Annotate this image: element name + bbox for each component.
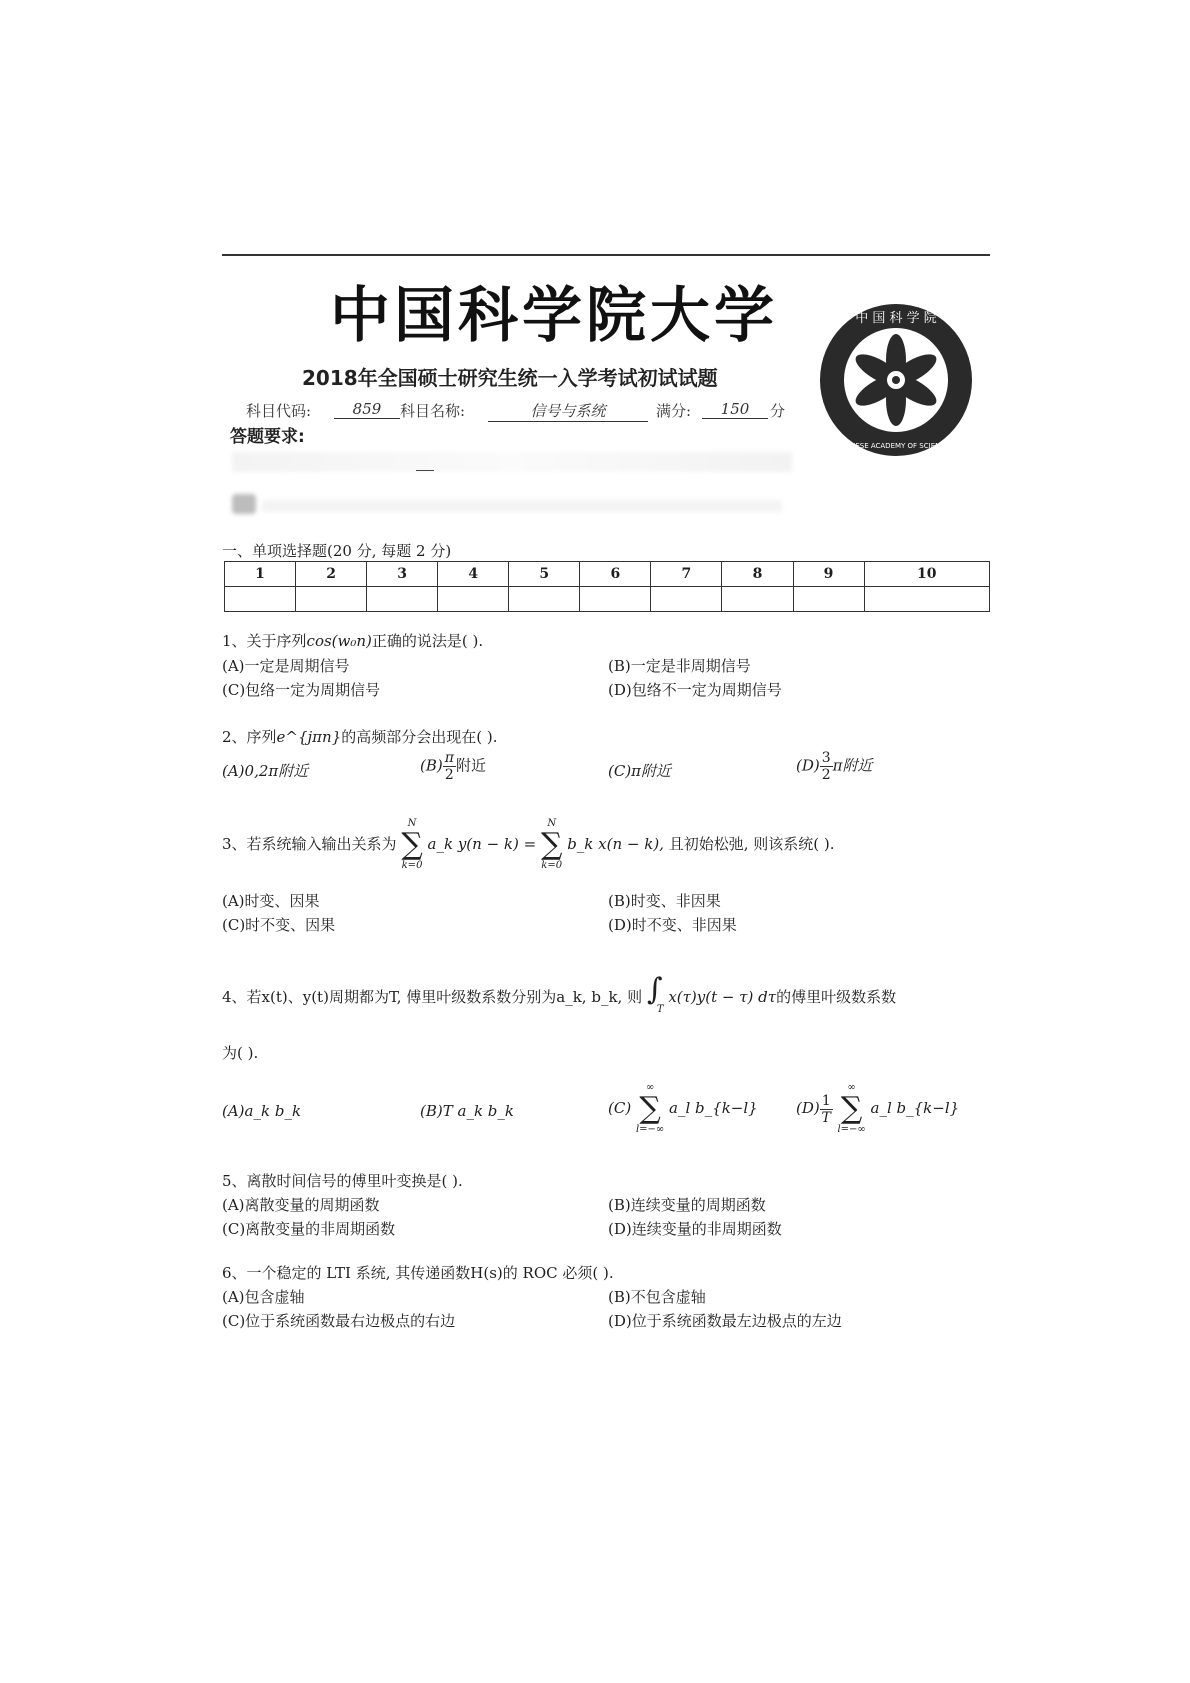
answer-col-5: 5 [509,562,580,587]
answer-table [224,561,990,612]
section-title: 一、单项选择题(20 分, 每题 2 分) [222,542,452,560]
question-2-stem: 2、序列e^{jπn}的高频部分会出现在( ). [222,728,498,746]
question-4-stem-cont: 为( ). [222,1044,259,1062]
answer-cell[interactable] [722,587,793,612]
answer-col-2: 2 [296,562,367,587]
q3-option-a: (A)时变、因果 [222,892,320,910]
answer-col-7: 7 [651,562,722,587]
answer-cell[interactable] [793,587,864,612]
answer-col-9: 9 [793,562,864,587]
q1-option-b: (B)一定是非周期信号 [608,657,751,675]
answer-col-10: 10 [864,562,989,587]
q2-option-b: (B) $\frac{\pi}{2}$ 附近 [420,750,486,783]
answer-cell[interactable] [509,587,580,612]
question-1-stem: 1、关于序列cos(w₀n)正确的说法是( ). [222,632,484,650]
subject-code-label: 科目代码: [246,402,312,420]
full-score-unit: 分 [770,402,786,420]
q4-option-c: (C) ∞ ∑ l=−∞ a_l b_{k−l} [608,1082,758,1135]
subject-name: 信号与系统 [488,400,648,422]
requirements-label: 答题要求: [230,427,305,447]
q5-option-d: (D)连续变量的非周期函数 [608,1220,782,1238]
q2-option-d: (D) $\frac{3}{2}$ π附近 [796,750,873,783]
q6-option-b: (B)不包含虚轴 [608,1288,706,1306]
q4-option-a: (A)a_k b_k [222,1102,302,1120]
answer-cell[interactable] [367,587,438,612]
subject-code: 859 [334,400,400,419]
top-rule [222,254,990,256]
question-4-stem: 4、若x(t)、y(t)周期都为T, 傅里叶级数系数分别为a_k, b_k, 则 ∫ T x(τ)y(t − τ) dτ的傅里叶级数系数 [222,972,897,1015]
cas-seal-logo [818,302,974,458]
subject-name-label: 科目名称: [400,402,466,420]
q5-option-a: (A)离散变量的周期函数 [222,1196,380,1214]
answer-col-3: 3 [367,562,438,587]
redacted-mark [232,494,256,514]
q2-option-a: (A)0,2π附近 [222,762,309,780]
redacted-text [262,500,782,512]
question-3-stem: 3、若系统输入输出关系为 N ∑ k=0 a_k y(n − k) = N ∑ k=0 b_k x(n − k), 且初始松弛, 则该系统( ). [222,818,835,871]
dash-mark [416,470,434,471]
q1-option-a: (A)一定是周期信号 [222,657,350,675]
full-score-label: 满分: [656,402,692,420]
answer-cell[interactable] [864,587,989,612]
answer-cell[interactable] [438,587,509,612]
q6-option-a: (A)包含虚轴 [222,1288,305,1306]
university-name: 中国科学院大学 [330,281,778,351]
answer-table-blank-row [225,587,990,612]
q3-option-c: (C)时不变、因果 [222,916,336,934]
q3-option-d: (D)时不变、非因果 [608,916,737,934]
answer-cell[interactable] [296,587,367,612]
answer-col-8: 8 [722,562,793,587]
q3-option-b: (B)时变、非因果 [608,892,721,910]
answer-cell[interactable] [225,587,296,612]
answer-table-header [225,562,990,587]
q1-option-d: (D)包络不一定为周期信号 [608,681,782,699]
full-score: 150 [702,400,768,419]
q1-option-c: (C)包络一定为周期信号 [222,681,381,699]
question-6-stem: 6、一个稳定的 LTI 系统, 其传递函数H(s)的 ROC 必须( ). [222,1264,614,1282]
q2-option-c: (C)π附近 [608,762,672,780]
question-5-stem: 5、离散时间信号的傅里叶变换是( ). [222,1172,463,1190]
q4-option-d: (D) $\frac{1}{T}$ ∞ ∑ l=−∞ a_l b_{k−l} [796,1082,960,1135]
answer-cell[interactable] [651,587,722,612]
answer-col-6: 6 [580,562,651,587]
q5-option-b: (B)连续变量的周期函数 [608,1196,766,1214]
q5-option-c: (C)离散变量的非周期函数 [222,1220,396,1238]
redacted-text [232,452,792,472]
svg-text:中 国 科 学 院: 中 国 科 学 院 [855,311,937,326]
q6-option-d: (D)位于系统函数最左边极点的左边 [608,1312,842,1330]
svg-text:CHINESE ACADEMY OF SCIENCES: CHINESE ACADEMY OF SCIENCES [837,442,955,450]
exam-title: 2018年全国硕士研究生统一入学考试初试试题 [302,366,718,390]
q4-option-b: (B)T a_k b_k [420,1102,514,1120]
answer-col-4: 4 [438,562,509,587]
answer-cell[interactable] [580,587,651,612]
answer-col-1: 1 [225,562,296,587]
q6-option-c: (C)位于系统函数最右边极点的右边 [222,1312,456,1330]
